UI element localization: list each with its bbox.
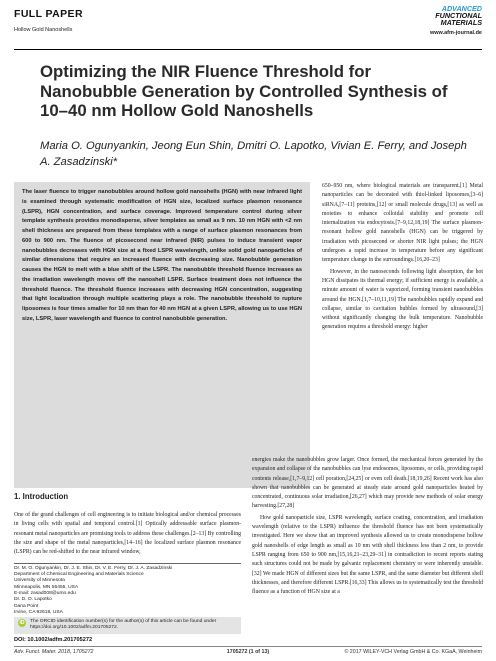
author-list: Maria O. Ogunyankin, Jeong Eun Shin, Dmitri O. Lapotko, Vivian E. Ferry, and Joseph A. Zasadzinski* [40, 140, 467, 168]
affiliation-lines [14, 566, 241, 616]
header-rule [14, 49, 482, 50]
affiliation-line: Dr. M. O. Ogunyankin, Dr. J. E. Shin, Dr. V. E. Ferry, Dr. J. A. Zasadzinski [14, 565, 173, 571]
journal-url[interactable]: www.afm-journal.de [429, 30, 482, 36]
affiliation-line: Minneapolis, MN 55455, USA [14, 584, 79, 590]
paragraph: One of the grand challenges of cell engineering is to initiate biological and/or chemical processes in living cells with spatial and temporal control.[1] Optically addressable surface plasmon-resonant metal nanoparticles are promising tools to address these challenges.[2–13] By controlling the size and shape of the metal nanoparticles,[14–16] the localized surface plasmon resonance (LSPR) can be red-shifted to the near infrared window, [14, 512, 241, 556]
copyright: © 2017 WILEY-VCH Verlag GmbH & Co. KGaA, Weinheim [344, 649, 482, 655]
page-number: 1705272 (1 of 13) [226, 649, 270, 655]
logo-line-2: FUNCTIONAL [435, 11, 482, 20]
orcid-note[interactable]: The ORCID identification number(s) for the author(s) of this article can be found under https://doi.org/10.1002/adfm.201705272. [30, 619, 217, 631]
logo-line-3: MATERIALS [440, 18, 482, 27]
affiliation-line: University of Minnesota [14, 578, 65, 584]
journal-logo [430, 5, 482, 26]
paragraph: 650–950 nm, where biological materials are transparent.[1] Metal nanoparticles can be decorated with thiol-linked liposomes,[3–6] siRNA,[7–11] proteins,[12] or small molecule drugs,[13] as well as moieties to enhance colloidal stability and promote cell internalization via endocytosis.[7–9,12,18,19] The surface plasmon-resonant hollow gold nanoshells (HGN) can be triggered by irradiation with picosecond or shorter NIR light pulses; the HGN undergoes a rapid increase in temperature before any significant temperature change in the surroundings.[16,20–23] [322, 183, 483, 264]
journal-header [430, 5, 482, 36]
section-tag: Hollow Gold Nanoshells [14, 27, 73, 33]
paragraph: However, in the nanoseconds following light absorption, the hot HGN dissipates its thermal energy; if sufficient energy is available, a minute amount of water is vaporized, forming transient nanobubbles around the HGN.[1,7–10,11,19] The nanobubbles rapidly expand and collapse, similar to cavitation bubbles formed by ultrasound,[3] without significantly changing the bulk temperature. Nanobubble generation requires a threshold energy: higher [322, 268, 483, 331]
affiliation-line: Dana Point [14, 603, 39, 609]
footer-citation: Adv. Funct. Mater. 2018, 1705272 [14, 649, 94, 655]
abstract-box: The laser fluence to trigger nanobubbles around hollow gold nanoshells (HGN) with near infrared light is examined through systematic modification of HGN size, localized surface plasmon resonance (LSPR), HGN concentration, and surface coverage. Improved temperature control during silver template synthesis provides monodisperse, silver templates as small as 9 nm. 10 nm HGN with <2 nm shell thickness are prepared from these templates with a range of surface plasmon resonances from 600 to 900 nm. The fluence of picosecond near infrared (NIR) pulses to induce transient vapor nanobubbles decreases with HGN size at a fixed LSPR wavelength, unlike solid gold nanoparticles of similar dimensions that require an increased fluence with decreasing size. Nanobubble generation causes the HGN to melt with a blue shift of the LSPR. The nanobubble threshold fluence increases as the irradiation wavelength moves off the nanoshell LSPR. Surface treatment does not influence the threshold fluence. The threshold fluence increases with decreasing HGN concentration, suggesting that light localization through multiple scattering plays a role. The nanobubble threshold to rupture liposomes is four times smaller for 10 nm than for 40 nm HGN at a given LSPR, allowing us to use HGN size, LSPR, laser wavelength and fluence to control nanobubble generation. [14, 182, 310, 488]
orcid-and-doi [14, 617, 241, 643]
email-link[interactable]: E-mail: zasad008@umn.edu [14, 590, 76, 596]
paragraph: energies make the nanobubbles grow larger. Once formed, the mechanical forces generated by the expansion and collapse of the nanobubbles can lyse endosomes, liposomes, or cells, providing rapid contents release,[1,7–9,12] cell poration,[24,25] or even cell death.[18,19,26] Recent work has also shown that nanobubbles can be generated at steady state around gold nanoparticles heated by concentrated, continuous solar irradiation,[26,27] which may provide new methods of solar energy harvesting.[27,28] [252, 457, 483, 510]
section-heading: 1. Introduction [14, 492, 69, 501]
affiliation-line: Department of Chemical Engineering and Materials Science [14, 572, 144, 578]
header-left [14, 8, 83, 33]
doi[interactable]: DOI: 10.1002/adfm.201705272 [14, 636, 93, 643]
orcid-icon: iD [19, 620, 25, 626]
right-column-top [322, 182, 483, 457]
paragraph: How gold nanoparticle size, LSPR wavelength, surface coating, concentration, and irradiation wavelength (relative to the LSPR) influence the threshold fluence has not been systematically investigated. Here we show that an improved synthesis allowed us to create monodisperse hollow gold nanoshells of edge length as small as 10 nm with shell thickness less than 2 nm, to provide LSPR ranging from 650 to 900 nm,[15,16,21–23,29–31] in contradiction to recent reports stating such structures could not be made by galvanic replacement chemistry or were inherently unstable.[32] We made HGN of different sizes but the same LSPR, and the same diameter but different shell thicknesses, and therefore different LSPR.[16,33] This allows us to systematically test the threshold fluence as a function of HGN size at a [252, 514, 483, 596]
paper-title: Optimizing the NIR Fluence Threshold for Nanobubble Generation by Controlled Synthesis of 10–40 nm Hollow Gold Nanoshells [40, 62, 448, 120]
affiliation-rule [14, 563, 241, 564]
article-type: FULL PAPER [14, 8, 83, 20]
logo-line-1: ADVANCED [441, 4, 482, 13]
affiliation-line: Dr. D. O. Lapotko [14, 597, 52, 603]
affiliation-line: Irvine, CA 92618, USA [14, 609, 63, 615]
right-column-bottom [252, 456, 483, 608]
orcid-note-box [14, 617, 241, 634]
footer-rule [14, 646, 482, 647]
